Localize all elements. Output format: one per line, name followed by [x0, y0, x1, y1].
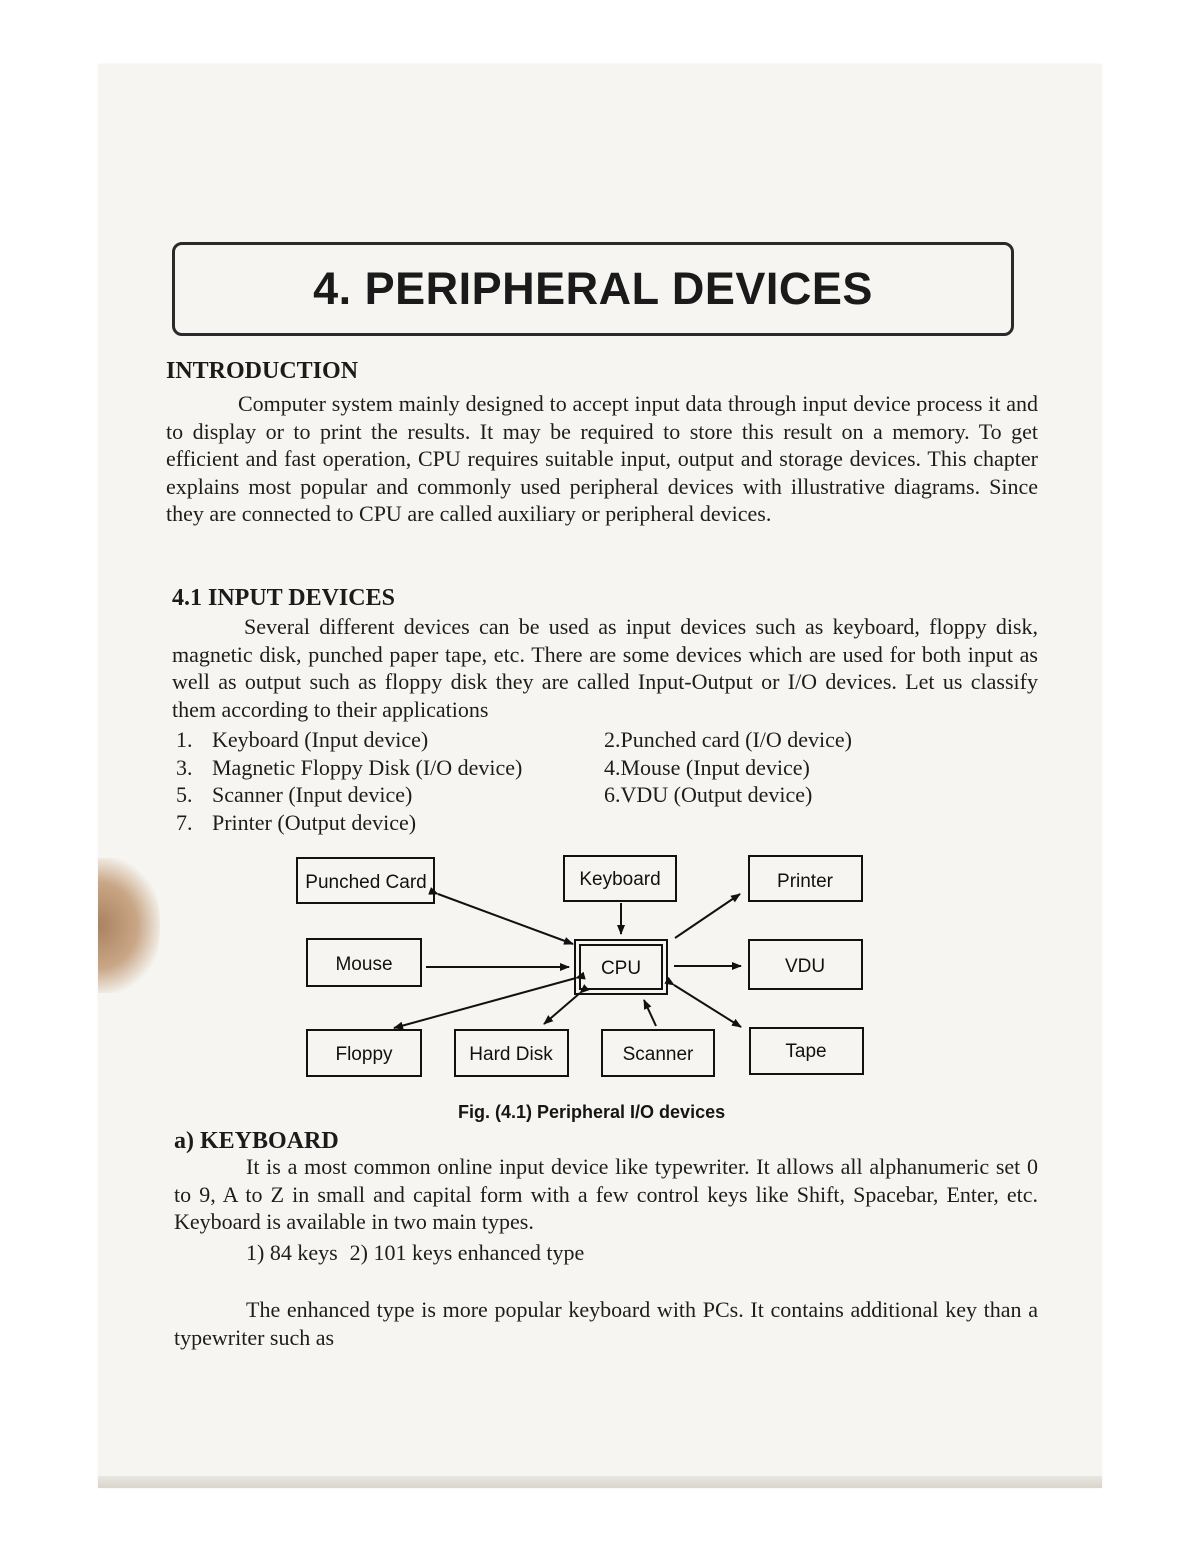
keyboard-type-2: 2) 101 keys enhanced type [349, 1240, 585, 1265]
list-item: 6.VDU (Output device) [604, 782, 813, 807]
vdu-label: VDU [784, 956, 826, 977]
tape-label: Tape [785, 1041, 827, 1062]
keyboard-heading: a) KEYBOARD [174, 1128, 339, 1154]
list-item: 7. Printer (Output device) [176, 809, 417, 835]
enhanced-text: The enhanced type is more popular keyboard with PCs. It contains additional key than a typewriter such as [174, 1297, 1038, 1350]
page-bottom-edge [98, 1476, 1102, 1488]
list-item: 5. Scanner (Input device) [176, 782, 413, 807]
list-item: 4.Mouse (Input device) [604, 754, 810, 780]
arrow-cpu-printer [675, 894, 740, 938]
chapter-title-box [172, 242, 1014, 336]
input-devices-text: Several different devices can be used as input devices such as keyboard, floppy disk, magnetic disk, punched paper tape, etc. There are some devices which are used for both input as well as output such as floppy disk they are called Input-Output or I/O devices. Let us classify them according to their applications [172, 614, 1038, 722]
introduction-text: Computer system mainly designed to accept input data through input device process it and to display or to print the results. It may be required to store this result on a memory. To get efficient and fast operation, CPU requires suitable input, output and storage devices. This chapter explains most popular and commonly used peripheral devices with illustrative diagrams. Since they are connected to CPU are called auxiliary or peripheral devices. [166, 391, 1038, 526]
hard-disk-label: Hard Disk [469, 1044, 553, 1065]
peripheral-diagram [290, 850, 880, 1095]
input-devices-heading: 4.1 INPUT DEVICES [172, 585, 395, 611]
arrow-cpu-hard-disk [544, 993, 580, 1024]
keyboard-text: It is a most common online input device like typewriter. It allows all alphanumeric set 0 to 9, A to Z in small and capital form with a few control keys like Shift, Spacebar, Enter, etc. Keyboard is available in two main types. [174, 1154, 1038, 1234]
device-classification-list [176, 726, 896, 836]
list-item: 2.Punched card (I/O device) [604, 727, 853, 752]
cpu-label: CPU [600, 958, 642, 979]
introduction-heading: INTRODUCTION [166, 358, 359, 384]
keyboard-types-line [246, 1240, 584, 1266]
arrow-punched-card-cpu [438, 894, 573, 944]
thumb-shadow [98, 858, 160, 993]
introduction-paragraph [166, 390, 1038, 528]
list-item: 1. Keyboard (Input device) [176, 727, 429, 752]
enhanced-paragraph [174, 1296, 1038, 1351]
printer-label: Printer [777, 871, 833, 892]
keyboard-type-1: 1) 84 keys [246, 1240, 338, 1265]
input-devices-paragraph [172, 613, 1038, 723]
list-item: 3. Magnetic Floppy Disk (I/O device) [176, 754, 523, 780]
keyboard-label: Keyboard [579, 869, 661, 890]
keyboard-paragraph [174, 1153, 1038, 1236]
arrow-cpu-tape [674, 985, 741, 1027]
arrow-scanner-cpu [644, 1000, 656, 1026]
floppy-label: Floppy [335, 1044, 393, 1065]
punched-card-label: Punched Card [305, 872, 427, 893]
scanner-label: Scanner [622, 1044, 694, 1065]
mouse-label: Mouse [335, 954, 393, 975]
figure-caption: Fig. (4.1) Peripheral I/O devices [458, 1102, 726, 1122]
chapter-title: 4. PERIPHERAL DEVICES [313, 263, 873, 314]
